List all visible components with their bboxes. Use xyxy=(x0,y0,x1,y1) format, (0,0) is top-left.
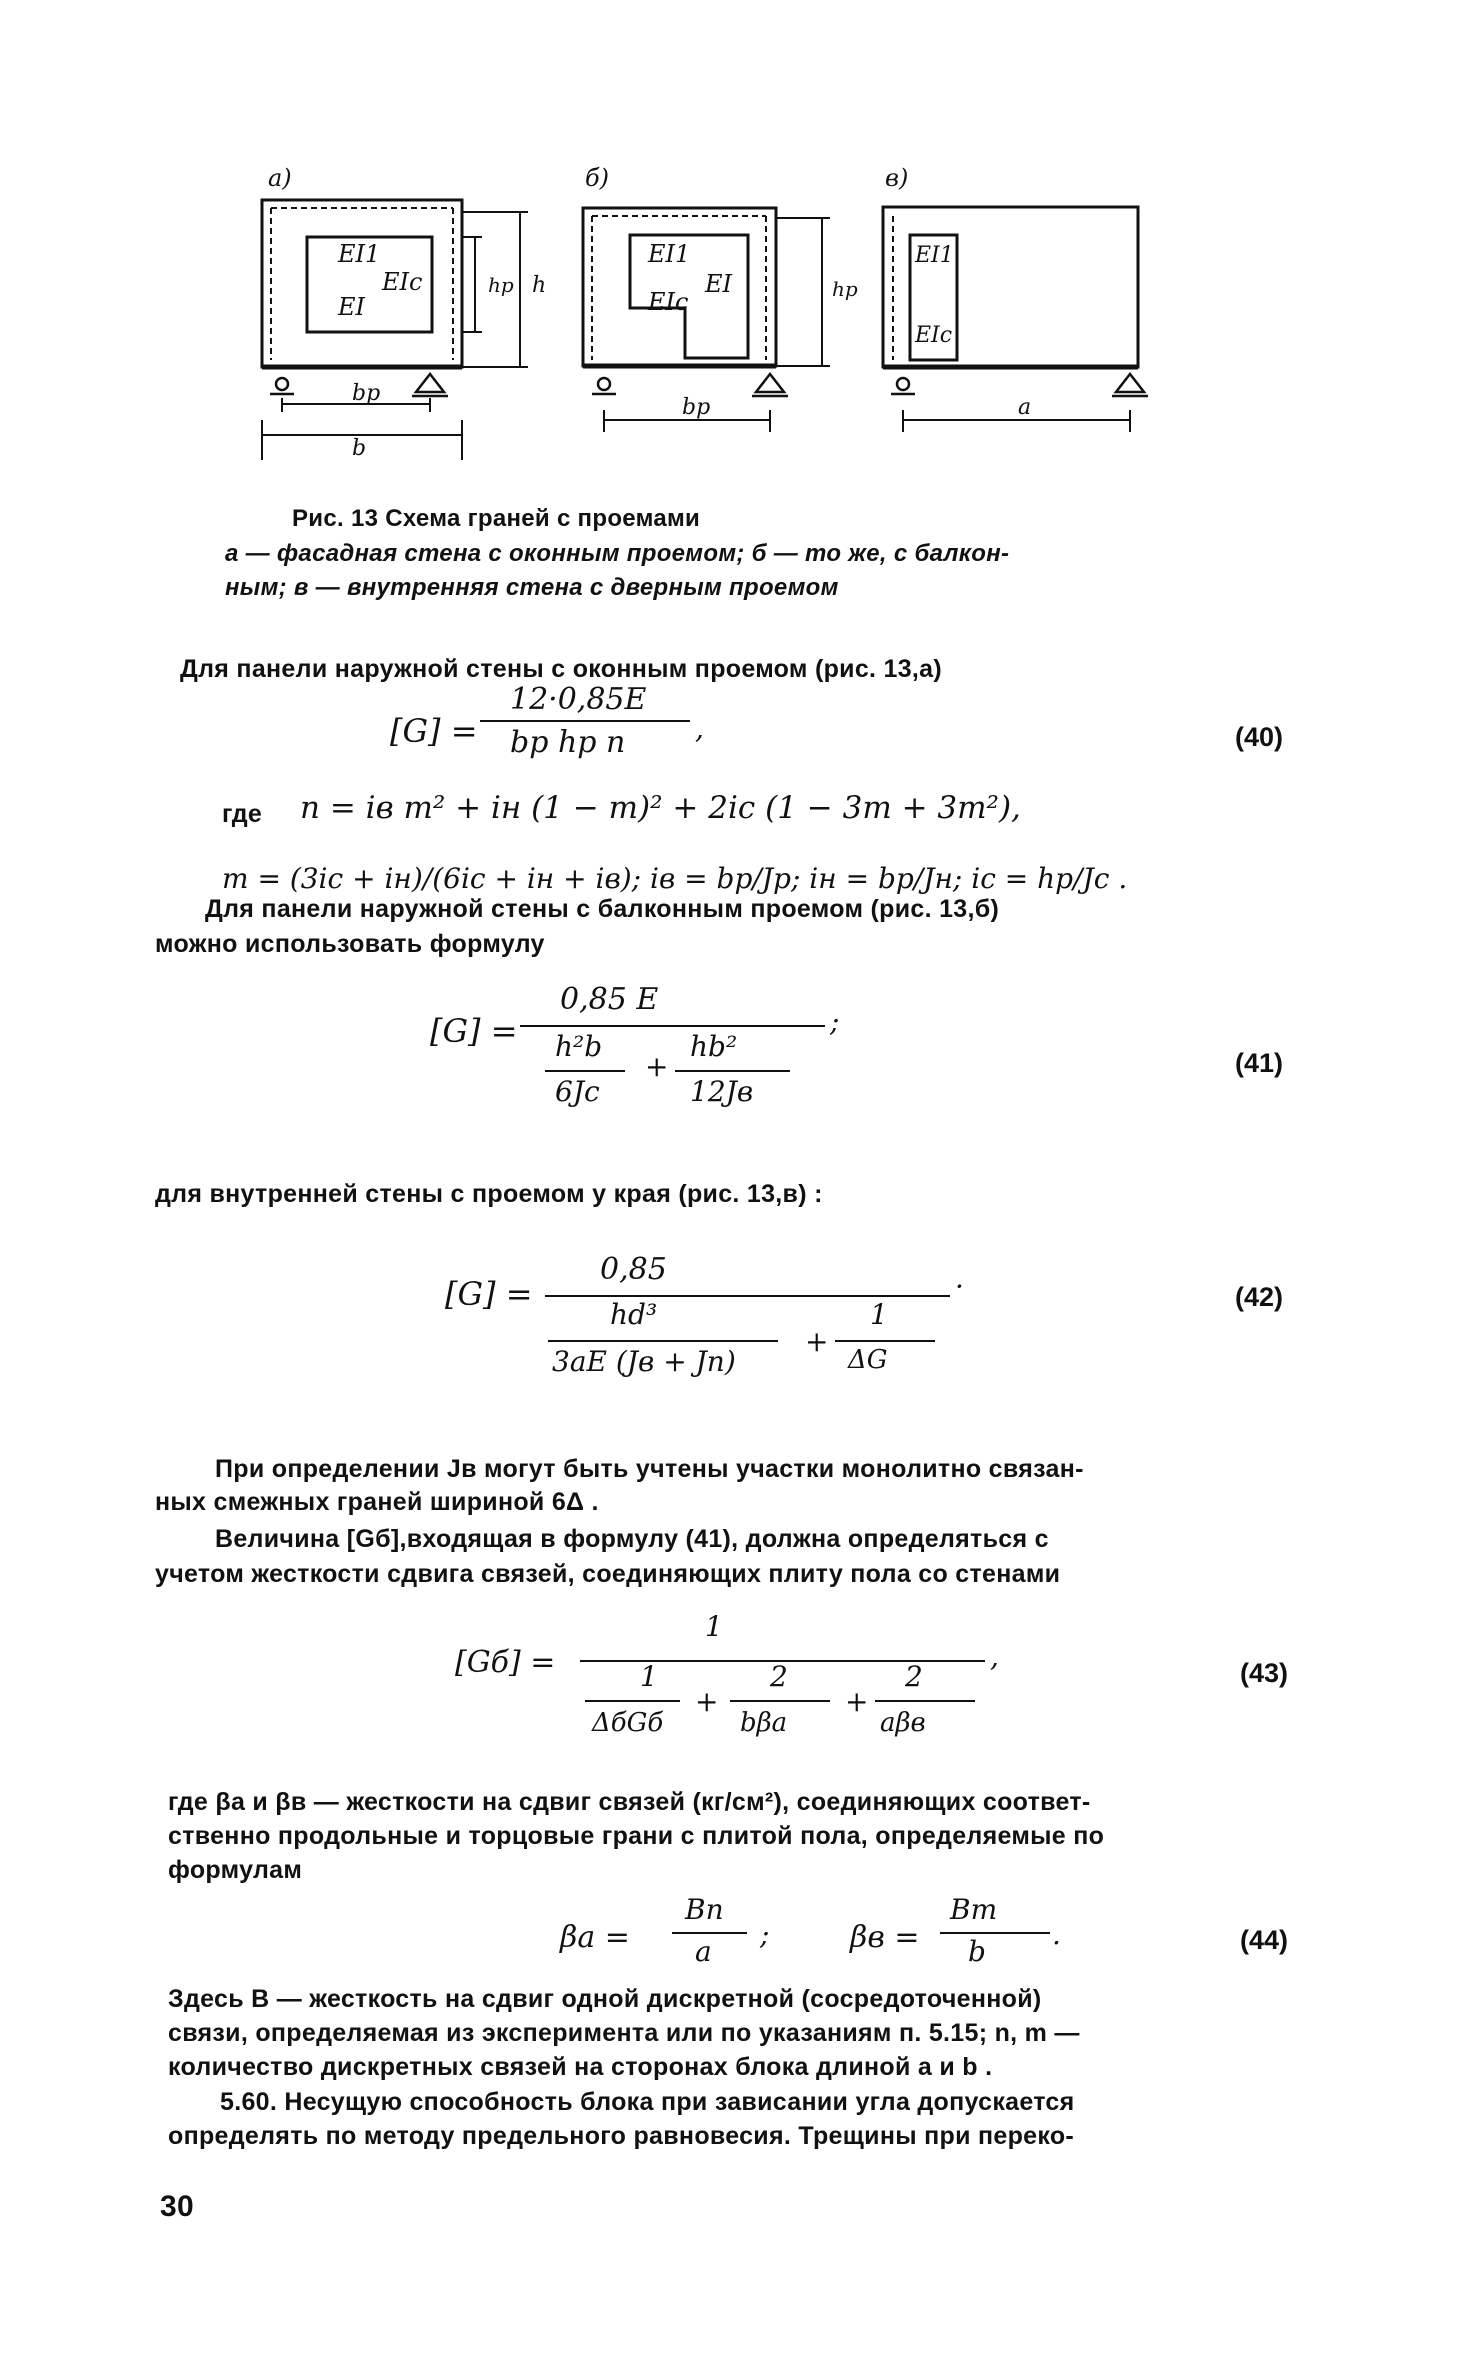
panel-c-dim-a: a xyxy=(1018,395,1032,420)
panel-a-ei-top: EI1 xyxy=(338,240,381,268)
paragraph-1: Для панели наружной стены с оконным проемом (рис. 13,а) xyxy=(180,655,943,683)
where-label-1: где xyxy=(222,800,263,828)
paragraph-2-line-1: Для панели наружной стены с балконным проемом (рис. 13,б) xyxy=(205,895,1000,923)
equation-40-number: (40) xyxy=(1235,722,1284,752)
m-definition: m = (3iс + iн)/(6iс + iн + iв); iв = bp/Jp; iн = bp/Jн; iс = hp/Jс . xyxy=(222,862,1128,895)
label-a: a) xyxy=(268,164,292,192)
caption-title: Рис. 13 Схема граней с проемами xyxy=(292,505,701,532)
paragraph-4-line-1: При определении Jв могут быть учтены участки монолитно связан- xyxy=(215,1455,1084,1483)
label-c: в) xyxy=(885,164,909,192)
caption-line-1: а — фасадная стена с оконным проемом; б — то же, с балкон- xyxy=(225,540,1010,567)
paragraph-4-line-2: ных смежных граней шириной 6Δ . xyxy=(155,1488,599,1516)
panel-b-dim-bp: bp xyxy=(682,395,711,420)
panel-b-ei-bottom: EIc xyxy=(648,288,689,316)
panel-c-ei-top: EI1 xyxy=(915,243,954,268)
panel-b-ei-side: EI xyxy=(705,270,732,298)
paragraph-8-line-2: определять по методу предельного равновесия. Трещины при переко- xyxy=(168,2122,1075,2150)
paragraph-3: для внутренней стены с проемом у края (рис. 13,в) : xyxy=(155,1180,823,1208)
paragraph-6-line-1: где βа и βв — жесткости на сдвиг связей (кг/см²), соединяющих соответ- xyxy=(168,1788,1091,1816)
panel-c-ei-bottom: EIc xyxy=(915,323,953,348)
figure-13-wall-schemes xyxy=(240,140,1160,480)
paragraph-5-line-1: Величина [Gб],входящая в формулу (41), должна определяться с xyxy=(215,1525,1049,1553)
panel-a-dim-b: b xyxy=(352,436,367,461)
equation-44-number: (44) xyxy=(1240,1925,1289,1955)
panel-b-dim-hp: hp xyxy=(832,277,858,301)
paragraph-8-line-1: 5.60. Несущую способность блока при зависании угла допускается xyxy=(220,2088,1075,2116)
panel-a-dim-h: h xyxy=(532,273,547,298)
panel-a-dim-hp: hp xyxy=(488,273,514,297)
paragraph-5-line-2: учетом жесткости сдвига связей, соединяющих плиту пола со стенами xyxy=(155,1560,1061,1588)
paragraph-2-line-2: можно использовать формулу xyxy=(155,930,545,958)
panel-a-ei-bottom: EI xyxy=(338,293,365,321)
panel-a-dim-bp: bp xyxy=(352,381,381,406)
page-number: 30 xyxy=(160,2190,194,2223)
n-definition: n = iв m² + iн (1 − m)² + 2iс (1 − 3m + 3m²), xyxy=(300,790,1021,826)
paragraph-7-line-1: Здесь В — жесткость на сдвиг одной дискретной (сосредоточенной) xyxy=(168,1985,1042,2013)
panel-a-ei-side: EIc xyxy=(382,268,423,296)
panel-b-ei-top: EI1 xyxy=(648,240,691,268)
caption-line-2: ным; в — внутренняя стена с дверным проемом xyxy=(225,574,839,601)
equation-41-number: (41) xyxy=(1235,1048,1284,1078)
label-b: б) xyxy=(585,164,610,192)
paragraph-7-line-2: связи, определяемая из эксперимента или по указаниям п. 5.15; n, m — xyxy=(168,2019,1080,2047)
equation-42-number: (42) xyxy=(1235,1282,1284,1312)
paragraph-6-line-2: ственно продольные и торцовые грани с плитой пола, определяемые по xyxy=(168,1822,1105,1850)
paragraph-7-line-3: количество дискретных связей на сторонах блока длиной a и b . xyxy=(168,2053,993,2081)
paragraph-6-line-3: формулам xyxy=(168,1856,303,1884)
equation-43-number: (43) xyxy=(1240,1658,1289,1688)
